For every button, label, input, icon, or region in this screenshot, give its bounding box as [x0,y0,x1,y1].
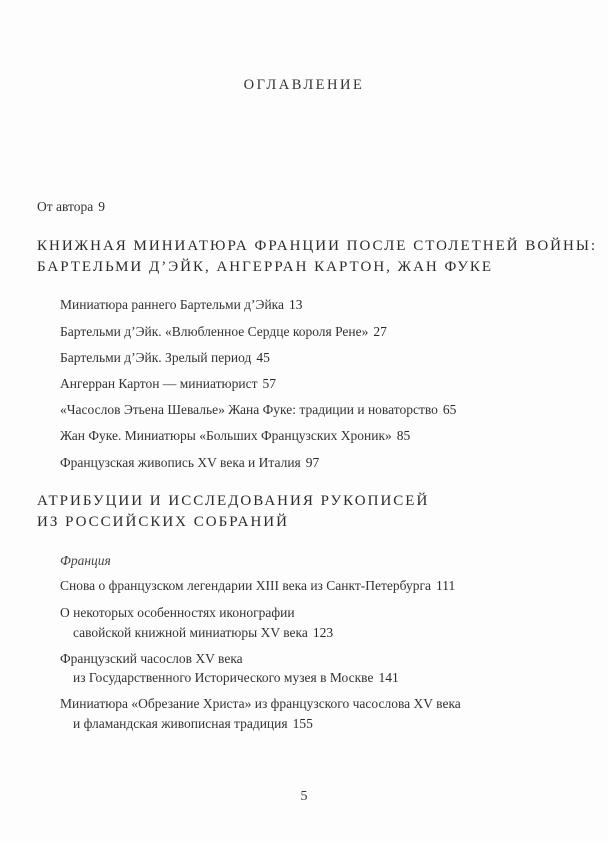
toc-entry [60,350,270,366]
toc-entry-page: 111 [436,578,456,593]
toc-entry [60,324,387,340]
toc-entry-page: 9 [98,199,106,214]
toc-entry-title: Бартельми д’Эйк. Зрелый период [60,350,252,365]
toc-entry-title: От автора [37,199,94,214]
toc-entry-page: 123 [312,625,334,640]
toc-entry-title-line2: и фламандская живописная традиция [73,716,288,731]
toc-entry [60,578,455,594]
contents-heading [0,77,608,94]
toc-entry-title: Миниатюра раннего Бартельми д’Эйка [60,297,285,312]
toc-entry [73,716,313,732]
toc-entry-title: Французская живопись XV века и Италия [60,455,301,470]
toc-entry [60,402,456,418]
section-2-heading [37,491,429,533]
toc-entry-page: 141 [378,670,399,685]
toc-entry-title: Снова о французском легендарии XIII века из Санкт-Петербурга [60,578,432,593]
toc-entry-page: 155 [292,716,313,731]
contents-heading-text: ОГЛАВЛЕНИЕ [243,77,365,93]
toc-entry-title-line1: Миниатюра «Обрезание Христа» из французского часослова XV века [60,696,461,711]
toc-entry-title-line2: савойской книжной миниатюры XV века [73,625,308,640]
toc-entry-title-line2: из Государственного Исторического музея в Москве [73,670,374,685]
section-2-subheading: Франция [60,553,111,568]
toc-entry [60,428,410,444]
toc-entry-page: 27 [373,324,387,339]
toc-entry-page: 97 [305,455,320,470]
section-1-heading-line1: КНИЖНАЯ МИНИАТЮРА ФРАНЦИИ ПОСЛЕ СТОЛЕТНЕЙ ВОЙНЫ: [37,238,598,254]
section-2-heading-line1: АТРИБУЦИИ И ИССЛЕДОВАНИЯ РУКОПИСЕЙ [37,493,430,509]
toc-entry-title: «Часослов Этьена Шевалье» Жана Фуке: традиции и новаторство [60,402,438,417]
toc-entry-title-line1: Французский часослов XV века [60,651,243,666]
section-1-heading-line2: БАРТЕЛЬМИ Д’ЭЙК, АНГЕРРАН КАРТОН, ЖАН ФУКЕ [37,259,493,275]
toc-entry-title: Жан Фуке. Миниатюры «Больших Французских Хроник» [60,428,392,443]
toc-entry [73,625,333,641]
section-1-heading [37,236,597,278]
toc-entry [73,670,399,686]
toc-entry-title-line1: О некоторых особенностях иконографии [60,605,295,620]
toc-entry-title: Ангерран Картон — миниатюрист [60,376,258,391]
toc-entry-page: 85 [396,428,411,443]
toc-entry-author [37,199,105,215]
toc-entry-page: 13 [289,297,303,312]
toc-entry-page: 57 [262,376,276,391]
toc-entry-page: 65 [442,402,457,417]
page-number: 5 [300,789,308,804]
toc-entry-title: Бартельми д’Эйк. «Влюбленное Сердце короля Рене» [60,324,369,339]
toc-entry-page: 45 [256,350,270,365]
toc-entry [60,297,303,313]
section-2-heading-line2: ИЗ РОССИЙСКИХ СОБРАНИЙ [37,514,289,530]
toc-entry [60,455,319,471]
toc-entry [60,376,276,392]
